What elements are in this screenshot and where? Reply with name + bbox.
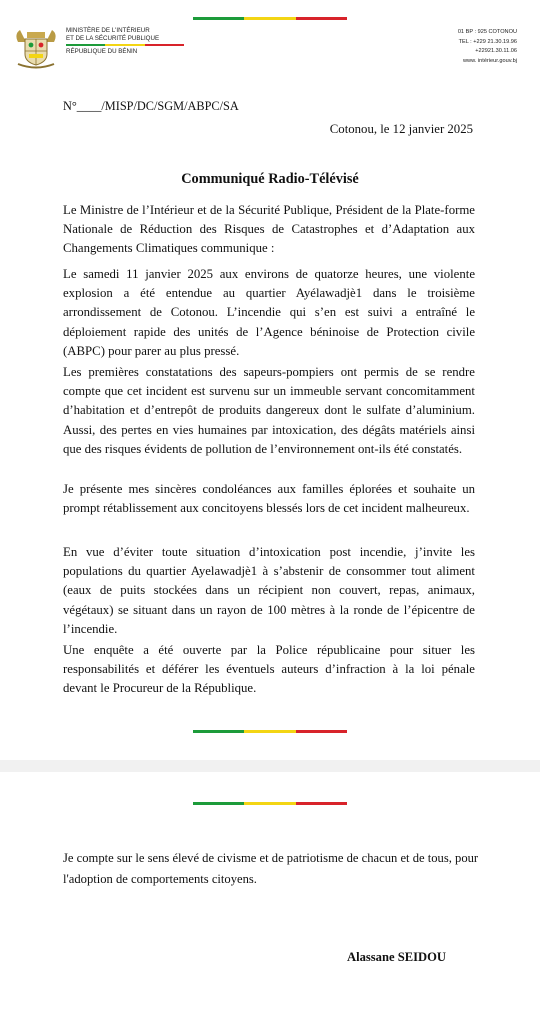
reference-number: N°____/MISP/DC/SGM/ABPC/SA xyxy=(63,99,239,113)
flag-stripe-bottom xyxy=(193,730,347,733)
paragraph-1: Le Ministre de l’Intérieur et de la Sécurité Publique, Président de la Plate-forme Nationale de Réduction des Risques de Catastrophes et d’Adaptation aux Changements Climatiques communique : xyxy=(63,203,475,256)
ministry-flag-bar xyxy=(66,44,184,46)
contact-web: www. intérieur.gouv.bj xyxy=(463,57,517,64)
contact-tel: TEL : +229 21.30.19.96 xyxy=(458,38,517,45)
contact-fax: +22921.30.11.06 xyxy=(475,48,517,55)
closing-statement: Je compte sur le sens élevé de civisme et de patriotisme de chacun et de tous, pour l'adoption de comportements citoyens. xyxy=(63,851,479,886)
flag-stripe-top xyxy=(193,17,347,20)
contact-bp: 01 BP : 925 COTONOU xyxy=(457,29,517,35)
ministry-header xyxy=(66,27,184,56)
document-date: Cotonou, le 12 janvier 2025 xyxy=(329,122,473,136)
paragraph-4: Je présente mes sincères condoléances aux familles éplorées et souhaite un prompt rétablissement aux concitoyens blessés lors de cet incident malheureux. xyxy=(63,482,475,516)
republic-label: RÉPUBLIQUE DU BÉNIN xyxy=(66,48,138,56)
paragraph-3: Les premières constatations des sapeurs-pompiers ont permis de se rendre compte que cet incident est survenu sur un immeuble servant concomitamment d’habitation et d’entrepôt de produits dangereux dont le sulfate d’aluminium. Aussi, des pertes en vies humaines par intoxication, des dégâts matériels ainsi que des risques évidents de pollution de l’environnement ont-ils été constatés. xyxy=(63,365,475,456)
signature-name: Alassane SEIDOU xyxy=(346,950,446,964)
document-page-2 xyxy=(0,772,540,1031)
ministry-line-2: ET DE LA SÉCURITÉ PUBLIQUE xyxy=(66,34,160,42)
ministry-line-1: MINISTÈRE DE L'INTÉRIEUR xyxy=(66,27,150,34)
paragraph-6: Une enquête a été ouverte par la Police républicaine pour situer les responsabilités et déférer les éventuels auteurs d’infraction à la loi pénale devant le Procureur de la République. xyxy=(63,643,475,696)
document-title: Communiqué Radio-Télévisé xyxy=(181,171,359,187)
flag-stripe-page2 xyxy=(193,802,347,805)
paragraph-5: En vue d’éviter toute situation d’intoxication post incendie, j’invite les populations du quartier Ayelawadjè1 à s’abstenir de consommer tout aliment (eaux de puits stockées dans un récipient non couvert, repas, animaux, végétaux) se situant dans un rayon de 100 mètres à la ronde de l’épicentre de l’incendie. xyxy=(63,545,475,636)
paragraph-2: Le samedi 11 janvier 2025 aux environs de quatorze heures, une violente explosion a été entendue au quartier Ayélawadjè1 dans le troisième arrondissement de Cotonou. L’incendie qui s’en est suivi a entraîné le déploiement rapide des unités de l’Agence béninoise de Protection civile (ABPC) pour parer au plus pressé. xyxy=(63,267,475,358)
contact-block xyxy=(458,28,517,66)
coat-of-arms-icon xyxy=(12,24,60,72)
